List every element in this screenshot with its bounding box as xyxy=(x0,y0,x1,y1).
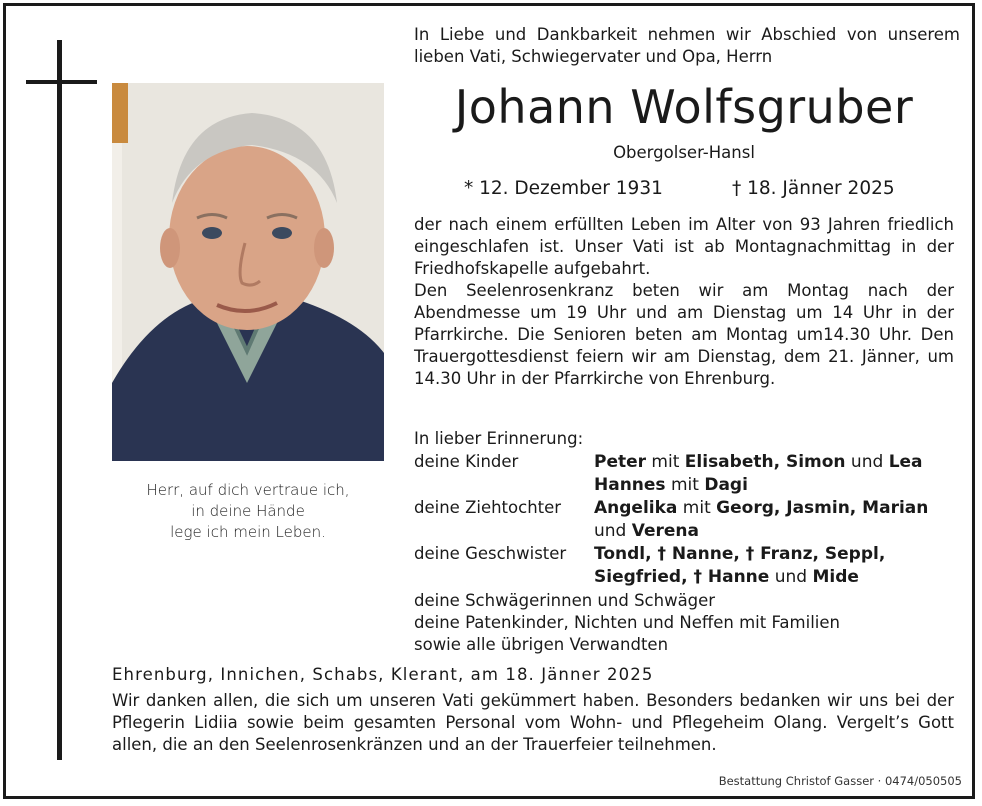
body-paragraph: der nach einem erfüllten Leben im Alter von 93 Jahren friedlich eingeschlafen ist. Unser Vati ist ab Montagnachmittag in der Friedhofskapelle aufgebahrt. xyxy=(414,215,954,278)
family-names-ziehtochter-2 xyxy=(594,520,954,543)
place-and-date: Ehrenburg, Innichen, Schabs, Klerant, am 18. Jänner 2025 xyxy=(112,665,654,684)
motto xyxy=(112,480,384,543)
body-paragraph: Den Seelenrosenkranz beten wir am Montag nach der Abendmesse um 19 Uhr und am Dienstag um 14 Uhr in der Pfarrkirche. Die Senioren beten am Montag um14.30 Uhr. Den Trauergottesdienst feiern wir am Dienstag, dem 21. Jänner, um 14.30 Uhr in der Pfarrkirche von Ehrenburg. xyxy=(414,281,954,388)
family-label-kinder: deine Kinder xyxy=(414,452,519,471)
family-member-name: Mide xyxy=(812,567,859,587)
family-label-geschwister: deine Geschwister xyxy=(414,544,567,563)
cross-icon xyxy=(57,40,62,760)
motto-line: in deine Hände xyxy=(191,502,305,520)
thanks-text: Wir danken allen, die sich um unseren Vati gekümmert haben. Besonders bedanken wir uns bei der Pflegerin Lidiia sowie beim gesamten Personal vom Wohn- und Pflegeheim Olang. Vergelt’s Gott allen, die an den Seelenrosenkränzen und an der Trauerfeier teilnehmen. xyxy=(112,691,954,754)
family-member-name: Georg, Jasmin, Marian xyxy=(716,498,929,518)
family-member-name: Tondl, † Nanne, † Franz, Seppl, xyxy=(594,544,886,564)
birth-date: * 12. Dezember 1931 xyxy=(464,178,663,199)
family-names-kinder-2 xyxy=(594,474,954,497)
family-member-name: Siegfried, † Hanne xyxy=(594,567,770,587)
family-member-name: Hannes xyxy=(594,475,666,495)
family-verwandte: sowie alle übrigen Verwandten xyxy=(414,635,669,654)
family-connector: mit xyxy=(677,498,717,518)
announcement-body xyxy=(414,214,954,390)
family-names-kinder xyxy=(594,451,954,474)
family-connector: und xyxy=(594,521,632,541)
family-label-ziehtochter: deine Ziehtochter xyxy=(414,498,562,517)
family-paten: deine Patenkinder, Nichten und Neffen mit Familien xyxy=(414,613,840,632)
family-connector: mit xyxy=(646,452,685,472)
family-names-ziehtochter xyxy=(594,497,954,520)
family-connector: und xyxy=(769,567,813,587)
undertaker-info: Bestattung Christof Gasser · 0474/050505 xyxy=(718,774,962,788)
portrait-illustration xyxy=(112,83,384,461)
motto-line: lege ich mein Leben. xyxy=(170,523,326,541)
family-names-geschwister-2 xyxy=(594,566,954,589)
nickname: Obergolser-Hansl xyxy=(613,143,755,162)
family-connector: und xyxy=(845,452,889,472)
family-member-name: Peter xyxy=(594,452,647,472)
family-member-name: Dagi xyxy=(704,475,748,495)
intro-text: In Liebe und Dankbarkeit nehmen wir Abschied von unserem lieben Vati, Schwiegervater und Opa, Herrn xyxy=(414,25,960,66)
deceased-name: Johann Wolfsgruber xyxy=(454,80,914,134)
family-member-name: Angelika xyxy=(594,498,678,518)
motto-line: Herr, auf dich vertraue ich, xyxy=(146,481,350,499)
family-schwaeger: deine Schwägerinnen und Schwäger xyxy=(414,591,716,610)
memory-title: In lieber Erinnerung: xyxy=(414,429,584,448)
family-member-name: Lea xyxy=(888,452,923,472)
cross-icon-bar xyxy=(26,80,97,84)
family-member-name: Elisabeth, Simon xyxy=(684,452,846,472)
family-member-name: Verena xyxy=(631,521,699,541)
death-date: † 18. Jänner 2025 xyxy=(732,178,895,199)
portrait-photo xyxy=(112,83,384,461)
family-names-geschwister xyxy=(594,543,954,566)
family-connector: mit xyxy=(665,475,705,495)
